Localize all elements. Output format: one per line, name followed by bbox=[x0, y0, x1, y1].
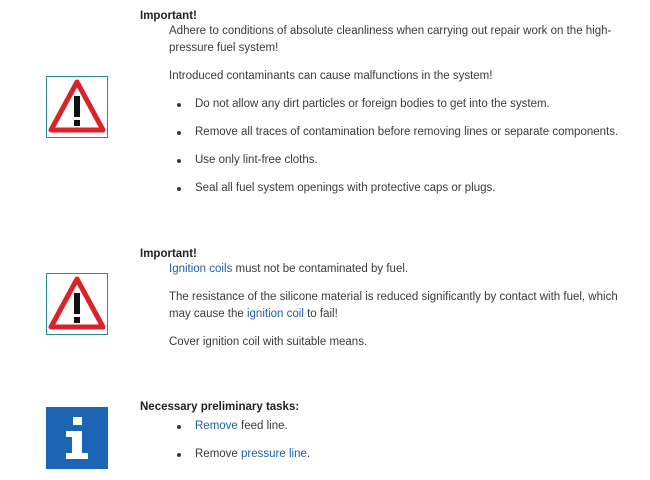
list-item-text: Remove bbox=[195, 448, 242, 460]
ignition-coils-link[interactable]: Ignition coils bbox=[169, 263, 233, 275]
paragraph-text: to fail! bbox=[303, 308, 338, 320]
notice-paragraph: Cover ignition coil with suitable means. bbox=[169, 336, 368, 348]
list-item: Remove all traces of contamination before removing lines or separate components. bbox=[169, 124, 629, 141]
notice-heading: Important! bbox=[140, 248, 197, 260]
precaution-list bbox=[169, 96, 629, 197]
list-item: Do not allow any dirt particles or foreign bodies to get into the system. bbox=[169, 96, 629, 113]
list-item-text: feed line. bbox=[237, 420, 288, 432]
notice-heading: Important! bbox=[140, 10, 197, 22]
list-item: Seal all fuel system openings with protective caps or plugs. bbox=[169, 180, 629, 197]
list-item: Use only lint-free cloths. bbox=[169, 152, 629, 169]
notice-body bbox=[169, 418, 629, 474]
paragraph-text: must not be contaminated by fuel. bbox=[232, 263, 409, 275]
notice-paragraph bbox=[169, 261, 629, 278]
notice-body bbox=[169, 23, 629, 208]
notice-body bbox=[169, 261, 629, 362]
info-icon bbox=[46, 407, 108, 469]
warning-icon bbox=[46, 273, 108, 335]
paragraph-text: The resistance of the silicone material is reduced significantly by contact with fuel, which may cause the bbox=[169, 291, 618, 320]
list-item bbox=[169, 446, 629, 463]
list-item-text: . bbox=[306, 448, 311, 460]
task-list bbox=[169, 418, 629, 463]
notice-paragraph: Adhere to conditions of absolute cleanliness when carrying out repair work on the high-pressure fuel system! bbox=[169, 25, 612, 54]
notice-paragraph: Introduced contaminants can cause malfunctions in the system! bbox=[169, 70, 493, 82]
ignition-coil-link[interactable]: ignition coil bbox=[246, 308, 304, 320]
warning-icon bbox=[46, 76, 108, 138]
notice-heading: Necessary preliminary tasks: bbox=[140, 401, 300, 413]
list-item bbox=[169, 418, 629, 435]
notice-paragraph bbox=[169, 289, 629, 323]
remove-link[interactable]: Remove bbox=[195, 420, 238, 432]
pressure-line-link[interactable]: pressure line bbox=[241, 448, 307, 460]
